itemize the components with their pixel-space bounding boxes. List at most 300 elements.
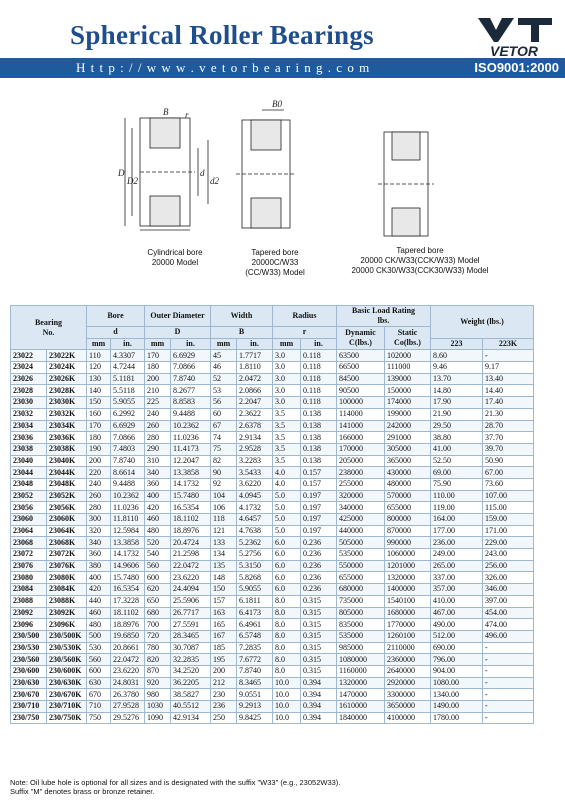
footnote <box>10 778 340 796</box>
table-cell: 2640000 <box>385 665 431 677</box>
table-cell: 1260100 <box>385 630 431 642</box>
table-cell: 110.00 <box>431 490 483 502</box>
table-cell: 23040K <box>47 455 87 467</box>
table-cell: 7.8740 <box>111 455 145 467</box>
dim-label-d: d <box>200 168 205 178</box>
table-cell: 0.138 <box>301 443 337 455</box>
table-cell: 148 <box>211 572 237 584</box>
table-cell: 320000 <box>337 490 385 502</box>
table-cell: 165 <box>211 619 237 631</box>
table-cell: 23044K <box>47 467 87 479</box>
table-cell: 23.6220 <box>171 572 211 584</box>
table-cell: 23064 <box>11 525 47 537</box>
table-cell: 0.315 <box>301 619 337 631</box>
table-cell: 340 <box>145 467 171 479</box>
table-cell: 67 <box>211 420 237 432</box>
table-cell: 3.5 <box>273 408 301 420</box>
table-cell: 291000 <box>385 432 431 444</box>
table-row <box>11 689 534 701</box>
table-cell: 14.1732 <box>111 549 145 561</box>
caption-tapered-ck: Tapered bore 20000 CK/W33(CCK/W33) Model 20000 CK30/W33(CCK30/W33) Model <box>351 246 489 275</box>
dim-label-B0: B0 <box>272 99 282 109</box>
table-cell: - <box>483 677 534 689</box>
table-cell: 1470000 <box>337 689 385 701</box>
table-cell: 13.40 <box>483 373 534 385</box>
table-cell: 4.0 <box>273 478 301 490</box>
table-cell: 5.0 <box>273 525 301 537</box>
unit-in: in. <box>237 338 273 350</box>
table-cell: 0.138 <box>301 420 337 432</box>
table-cell: 870000 <box>385 525 431 537</box>
table-cell: 180 <box>145 362 171 374</box>
table-cell: 3.5 <box>273 443 301 455</box>
table-cell: 4.0 <box>273 467 301 479</box>
table-cell: 6.0 <box>273 584 301 596</box>
bore-symbol: d <box>87 327 145 339</box>
table-cell: 474.00 <box>483 619 534 631</box>
table-cell: 39.70 <box>483 443 534 455</box>
table-cell: 46 <box>211 362 237 374</box>
table-cell: 4.3307 <box>111 350 145 362</box>
table-cell: 23040 <box>11 455 47 467</box>
dim-label-r: r <box>185 110 189 120</box>
table-cell: 23060K <box>47 514 87 526</box>
table-cell: 360 <box>145 478 171 490</box>
table-cell: 2110000 <box>385 642 431 654</box>
table-cell: 23088K <box>47 595 87 607</box>
table-cell: 3.5 <box>273 432 301 444</box>
table-cell: 200 <box>145 373 171 385</box>
table-cell: 3.0 <box>273 385 301 397</box>
table-cell: 23056 <box>11 502 47 514</box>
table-cell: 167 <box>211 630 237 642</box>
table-cell: 420 <box>87 584 111 596</box>
table-cell: 17.90 <box>431 397 483 409</box>
table-cell: 280 <box>87 502 111 514</box>
table-cell: 7.0866 <box>171 362 211 374</box>
table-cell: 0.394 <box>301 701 337 713</box>
table-cell: 150 <box>87 397 111 409</box>
table-cell: 300 <box>87 514 111 526</box>
table-cell: 805000 <box>337 607 385 619</box>
table-cell: 5.2756 <box>237 549 273 561</box>
table-cell: 430000 <box>385 467 431 479</box>
table-cell: 7.8740 <box>171 373 211 385</box>
table-cell: 133 <box>211 537 237 549</box>
table-cell: 2.6378 <box>237 420 273 432</box>
table-row <box>11 630 534 642</box>
table-cell: 114000 <box>337 408 385 420</box>
table-cell: 0.118 <box>301 385 337 397</box>
website-link[interactable]: H t t p : / / w w w . v e t o r b e a r i n g . c o m <box>76 60 371 75</box>
col-weight-223: 223 <box>431 338 483 350</box>
table-row <box>11 478 534 490</box>
table-cell: 0.315 <box>301 630 337 642</box>
table-cell: 11.4173 <box>171 443 211 455</box>
table-cell: 3.5 <box>273 455 301 467</box>
table-cell: 496.00 <box>483 630 534 642</box>
table-cell: 5.8268 <box>237 572 273 584</box>
table-cell: 985000 <box>337 642 385 654</box>
table-cell: 3.5 <box>273 420 301 432</box>
table-cell: 2.9528 <box>237 443 273 455</box>
table-cell: 820 <box>145 654 171 666</box>
table-cell: 5.0 <box>273 514 301 526</box>
table-cell: 680000 <box>337 584 385 596</box>
table-cell: 23028K <box>47 385 87 397</box>
table-cell: 4.0945 <box>237 490 273 502</box>
table-cell: 17.40 <box>483 397 534 409</box>
table-cell: 23022 <box>11 350 47 362</box>
table-cell: 9.0551 <box>237 689 273 701</box>
table-cell: 3.0 <box>273 362 301 374</box>
table-cell: 5.0 <box>273 502 301 514</box>
footnote-line-2: Suffix "M" denotes brass or bronze retainer. <box>10 787 155 796</box>
table-cell: 28.70 <box>483 420 534 432</box>
table-cell: 0.315 <box>301 607 337 619</box>
table-cell: 256.00 <box>483 560 534 572</box>
table-cell: 7.8740 <box>237 665 273 677</box>
table-cell: 23034K <box>47 420 87 432</box>
table-cell: 23064K <box>47 525 87 537</box>
table-cell: 23048 <box>11 478 47 490</box>
table-cell: 84500 <box>337 373 385 385</box>
table-cell: 670 <box>87 689 111 701</box>
table-row <box>11 467 534 479</box>
table-cell: 2920000 <box>385 677 431 689</box>
table-cell: 212 <box>211 677 237 689</box>
table-cell: 23092K <box>47 607 87 619</box>
table-cell: 92 <box>211 478 237 490</box>
table-cell: 1490.00 <box>431 701 483 713</box>
table-cell: 190 <box>87 443 111 455</box>
table-cell: 23030 <box>11 397 47 409</box>
table-cell: 0.394 <box>301 689 337 701</box>
table-cell: 0.315 <box>301 654 337 666</box>
table-cell: 655000 <box>385 502 431 514</box>
table-cell: 36.2205 <box>171 677 211 689</box>
table-cell: 139000 <box>385 373 431 385</box>
table-cell: 0.118 <box>301 397 337 409</box>
table-cell: 135 <box>211 560 237 572</box>
table-cell: 650 <box>145 595 171 607</box>
table-cell: 980 <box>145 689 171 701</box>
table-cell: 410.00 <box>431 595 483 607</box>
table-cell: 265.00 <box>431 560 483 572</box>
table-cell: 7.6772 <box>237 654 273 666</box>
table-cell: 3650000 <box>385 701 431 713</box>
table-cell: 6.5748 <box>237 630 273 642</box>
table-cell: 23026K <box>47 373 87 385</box>
table-cell: 460 <box>87 607 111 619</box>
table-cell: 21.30 <box>483 408 534 420</box>
table-row <box>11 677 534 689</box>
table-cell: 5.9055 <box>111 397 145 409</box>
unit-mm: mm <box>211 338 237 350</box>
table-cell: 23068 <box>11 537 47 549</box>
table-cell: 140 <box>87 385 111 397</box>
table-cell: 10.0 <box>273 689 301 701</box>
table-cell: 0.118 <box>301 362 337 374</box>
table-row <box>11 455 534 467</box>
table-cell: 0.138 <box>301 408 337 420</box>
table-cell: 8.6614 <box>111 467 145 479</box>
table-cell: 41.00 <box>431 443 483 455</box>
table-cell: 16.5354 <box>111 584 145 596</box>
table-cell: 22.0472 <box>171 560 211 572</box>
table-cell: 0.236 <box>301 584 337 596</box>
table-cell: 0.118 <box>301 373 337 385</box>
table-cell: 1780.00 <box>431 712 483 724</box>
table-cell: 23096 <box>11 619 47 631</box>
table-cell: 1090 <box>145 712 171 724</box>
table-cell: 326.00 <box>483 572 534 584</box>
table-cell: 365000 <box>385 455 431 467</box>
table-cell: 230/500 <box>11 630 47 642</box>
table-cell: 6.1811 <box>237 595 273 607</box>
table-cell: 490.00 <box>431 619 483 631</box>
table-cell: 2.0472 <box>237 373 273 385</box>
table-row <box>11 420 534 432</box>
table-cell: 63500 <box>337 350 385 362</box>
table-cell: 1060000 <box>385 549 431 561</box>
table-cell: 23060 <box>11 514 47 526</box>
table-cell: 23072K <box>47 549 87 561</box>
table-cell: 0.315 <box>301 665 337 677</box>
table-cell: 195 <box>211 654 237 666</box>
col-weight-223k: 223K <box>483 338 534 350</box>
table-cell: 34.2520 <box>171 665 211 677</box>
table-cell: 570000 <box>385 490 431 502</box>
table-cell: 5.0 <box>273 490 301 502</box>
table-cell: 24.4094 <box>171 584 211 596</box>
table-cell: 6.0 <box>273 537 301 549</box>
table-cell: 480 <box>145 525 171 537</box>
table-cell: 23048K <box>47 478 87 490</box>
table-cell: 115.00 <box>483 502 534 514</box>
table-cell: 230/530 <box>11 642 47 654</box>
table-cell: 106 <box>211 502 237 514</box>
table-cell: 6.4173 <box>237 607 273 619</box>
table-cell: 1400000 <box>385 584 431 596</box>
table-cell: 512.00 <box>431 630 483 642</box>
table-cell: 23034 <box>11 420 47 432</box>
table-cell: 171.00 <box>483 525 534 537</box>
table-cell: 26.7717 <box>171 607 211 619</box>
table-cell: 180 <box>87 432 111 444</box>
table-cell: 19.6850 <box>111 630 145 642</box>
table-row <box>11 385 534 397</box>
table-cell: 66500 <box>337 362 385 374</box>
col-bearing: Bearing No. <box>11 306 87 350</box>
table-cell: 800000 <box>385 514 431 526</box>
table-cell: 230/530K <box>47 642 87 654</box>
table-cell: 3.6220 <box>237 478 273 490</box>
table-cell: 920 <box>145 677 171 689</box>
col-width: Width <box>211 306 273 327</box>
unit-in: in. <box>301 338 337 350</box>
table-cell: 23056K <box>47 502 87 514</box>
table-cell: 18.1102 <box>171 514 211 526</box>
table-cell: 104 <box>211 490 237 502</box>
table-cell: 17.3228 <box>111 595 145 607</box>
table-cell: 205000 <box>337 455 385 467</box>
table-row <box>11 362 534 374</box>
table-cell: 220 <box>87 467 111 479</box>
table-cell: 5.1181 <box>111 373 145 385</box>
table-row <box>11 572 534 584</box>
table-cell: 6.0 <box>273 572 301 584</box>
table-cell: 4.6457 <box>237 514 273 526</box>
table-cell: 27.9528 <box>111 701 145 713</box>
table-cell: - <box>483 665 534 677</box>
table-cell: 75 <box>211 443 237 455</box>
table-cell: 210 <box>145 385 171 397</box>
table-cell: 45 <box>211 350 237 362</box>
table-cell: 870 <box>145 665 171 677</box>
table-row <box>11 502 534 514</box>
table-cell: 74 <box>211 432 237 444</box>
table-cell: 8.0 <box>273 630 301 642</box>
table-cell: 170 <box>145 350 171 362</box>
table-cell: 18.1102 <box>111 607 145 619</box>
table-row <box>11 712 534 724</box>
col-radius: Radius <box>273 306 337 327</box>
table-cell: 200 <box>211 665 237 677</box>
table-cell: 20.4724 <box>171 537 211 549</box>
table-cell: 9.2913 <box>237 701 273 713</box>
table-cell: 360 <box>87 549 111 561</box>
table-cell: 230/670K <box>47 689 87 701</box>
table-cell: 82 <box>211 455 237 467</box>
table-cell: 177.00 <box>431 525 483 537</box>
table-cell: 37.70 <box>483 432 534 444</box>
table-cell: - <box>483 642 534 654</box>
table-cell: 1201000 <box>385 560 431 572</box>
table-cell: 2.9134 <box>237 432 273 444</box>
table-cell: 340 <box>87 537 111 549</box>
table-cell: 102000 <box>385 350 431 362</box>
table-cell: 255000 <box>337 478 385 490</box>
table-cell: 30.7087 <box>171 642 211 654</box>
table-cell: 0.315 <box>301 642 337 654</box>
table-cell: 12.5984 <box>111 525 145 537</box>
col-dynamic: Dynamic C(lbs.) <box>337 327 385 350</box>
footnote-line-1: Note: Oil lube hole is optional for all sizes and is designated with the suffix "W33" (e.g., 23052W33). <box>10 778 341 787</box>
table-cell: 230/670 <box>11 689 47 701</box>
table-cell: 14.9606 <box>111 560 145 572</box>
table-cell: 260 <box>87 490 111 502</box>
table-cell: 16.5354 <box>171 502 211 514</box>
table-cell: 9.17 <box>483 362 534 374</box>
table-row <box>11 665 534 677</box>
table-cell: 10.2362 <box>171 420 211 432</box>
table-cell: 480000 <box>385 478 431 490</box>
table-cell: 0.197 <box>301 490 337 502</box>
table-cell: 110 <box>87 350 111 362</box>
table-cell: 4.7638 <box>237 525 273 537</box>
table-cell: 170000 <box>337 443 385 455</box>
bearing-diagrams <box>0 80 565 300</box>
table-cell: 11.0236 <box>111 502 145 514</box>
table-cell: 20.8661 <box>111 642 145 654</box>
table-cell: 0.394 <box>301 712 337 724</box>
col-outer: Outer Diameter <box>145 306 211 327</box>
table-cell: 13.70 <box>431 373 483 385</box>
table-cell: 174000 <box>385 397 431 409</box>
table-cell: 1160000 <box>337 665 385 677</box>
table-cell: 2.2047 <box>237 397 273 409</box>
table-cell: 0.394 <box>301 677 337 689</box>
table-cell: 3.0 <box>273 373 301 385</box>
table-cell: 40.5512 <box>171 701 211 713</box>
table-cell: 8.0 <box>273 654 301 666</box>
table-row <box>11 350 534 362</box>
table-row <box>11 549 534 561</box>
table-cell: 52 <box>211 373 237 385</box>
table-cell: 400 <box>87 572 111 584</box>
table-cell: 23080K <box>47 572 87 584</box>
table-cell: 1.8110 <box>237 362 273 374</box>
table-cell: 26.3780 <box>111 689 145 701</box>
table-cell: 23036K <box>47 432 87 444</box>
table-cell: 230/600K <box>47 665 87 677</box>
caption-cylindrical: Cylindrical bore 20000 Model <box>147 248 203 267</box>
table-row <box>11 373 534 385</box>
table-cell: 230/750 <box>11 712 47 724</box>
table-cell: 8.3465 <box>237 677 273 689</box>
table-cell: 8.0 <box>273 607 301 619</box>
table-cell: 1320000 <box>337 677 385 689</box>
col-bore: Bore <box>87 306 145 327</box>
table-cell: 15.7480 <box>111 572 145 584</box>
table-cell: 260 <box>145 420 171 432</box>
table-cell: 680 <box>145 607 171 619</box>
table-cell: 56 <box>211 397 237 409</box>
table-cell: 1770000 <box>385 619 431 631</box>
table-cell: 0.197 <box>301 514 337 526</box>
table-cell: 796.00 <box>431 654 483 666</box>
table-cell: 11.0236 <box>171 432 211 444</box>
table-row <box>11 607 534 619</box>
table-cell: 1840000 <box>337 712 385 724</box>
table-cell: 230/710K <box>47 701 87 713</box>
table-cell: 750 <box>87 712 111 724</box>
table-cell: 280 <box>145 432 171 444</box>
table-cell: 238000 <box>337 467 385 479</box>
table-cell: 5.2362 <box>237 537 273 549</box>
table-cell: 38.80 <box>431 432 483 444</box>
table-cell: 780 <box>145 642 171 654</box>
table-cell: 23030K <box>47 397 87 409</box>
table-cell: 346.00 <box>483 584 534 596</box>
table-cell: 990000 <box>385 537 431 549</box>
table-cell: 505000 <box>337 537 385 549</box>
table-cell: 199000 <box>385 408 431 420</box>
table-cell: 1540100 <box>385 595 431 607</box>
table-cell: 230/630K <box>47 677 87 689</box>
unit-mm: mm <box>145 338 171 350</box>
table-cell: 23036 <box>11 432 47 444</box>
table-cell: 163 <box>211 607 237 619</box>
table-cell: 3.0 <box>273 350 301 362</box>
table-cell: 0.157 <box>301 478 337 490</box>
table-cell: 15.7480 <box>171 490 211 502</box>
table-cell: 14.40 <box>483 385 534 397</box>
table-cell: 5.5118 <box>111 385 145 397</box>
unit-mm: mm <box>273 338 301 350</box>
table-cell: 0.315 <box>301 595 337 607</box>
